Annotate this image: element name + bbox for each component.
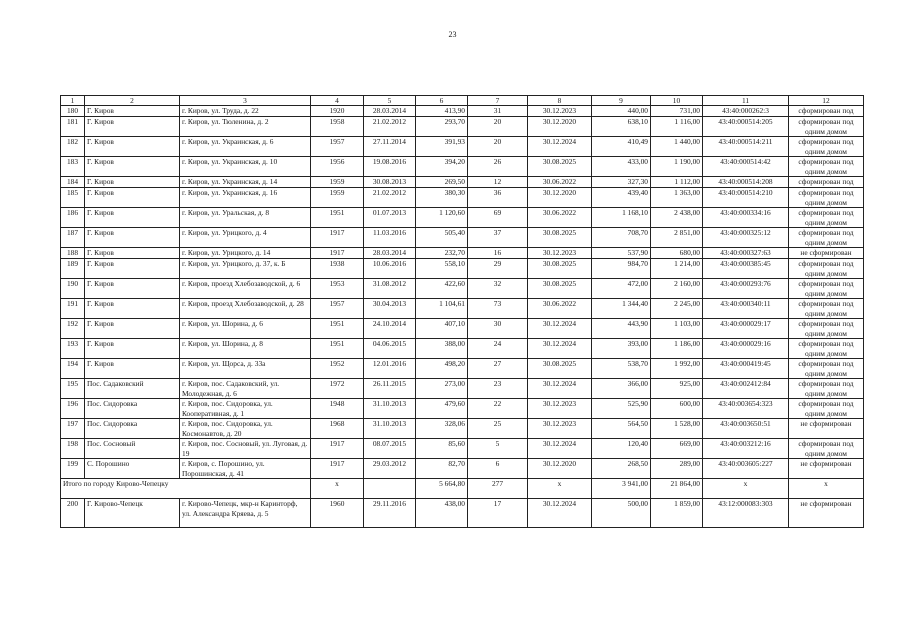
- row-number: 199: [61, 459, 85, 479]
- col10-value: 680,00: [651, 248, 703, 259]
- page-number: 23: [448, 30, 457, 39]
- col10-value: 600,00: [651, 399, 703, 419]
- living-area: 1 120,60: [416, 208, 468, 228]
- residents-count: 69: [468, 208, 528, 228]
- residents-count: 17: [468, 499, 528, 528]
- build-year: 1920: [311, 106, 364, 117]
- cadastral-number: 43:40:003605:227: [703, 459, 789, 479]
- col9-value: 472,00: [592, 279, 651, 299]
- row-number: 194: [61, 359, 85, 379]
- column-header: 10: [651, 96, 703, 106]
- cadastral-number: 43:40:000262:3: [703, 106, 789, 117]
- address: г. Киров, ул. Труда, д. 22: [180, 106, 311, 117]
- recognition-date: 24.10.2014: [364, 319, 416, 339]
- living-area: 232,70: [416, 248, 468, 259]
- build-year: 1917: [311, 248, 364, 259]
- recognition-date: 31.08.2012: [364, 279, 416, 299]
- table-row: [61, 177, 864, 188]
- residents-count: 20: [468, 137, 528, 157]
- settlement: Г. Киров: [85, 319, 180, 339]
- residents-count: 31: [468, 106, 528, 117]
- row-number: 198: [61, 439, 85, 459]
- col10-value: 1 859,00: [651, 499, 703, 528]
- living-area: 269,50: [416, 177, 468, 188]
- settlement: Г. Кирово-Чепецк: [85, 499, 180, 528]
- recognition-date: 28.03.2014: [364, 106, 416, 117]
- col10-value: 1 440,00: [651, 137, 703, 157]
- recognition-date: 04.06.2015: [364, 339, 416, 359]
- settlement: Г. Киров: [85, 188, 180, 208]
- living-area: 505,40: [416, 228, 468, 248]
- relocation-deadline: 30.12.2020: [528, 117, 592, 137]
- settlement: Г. Киров: [85, 137, 180, 157]
- relocation-deadline: 30.08.2025: [528, 259, 592, 279]
- living-area: 558,10: [416, 259, 468, 279]
- col10-value: 1 992,00: [651, 359, 703, 379]
- col9-value: 443,90: [592, 319, 651, 339]
- col9-value: 1 168,10: [592, 208, 651, 228]
- row-number: 185: [61, 188, 85, 208]
- row-number: 192: [61, 319, 85, 339]
- residents-count: 37: [468, 228, 528, 248]
- cadastral-number: 43:40:002412:84: [703, 379, 789, 399]
- address: г. Киров, пос. Сосновый, ул. Луговая, д. 19: [180, 439, 311, 459]
- land-status: не сформирован: [789, 248, 864, 259]
- address: г. Киров, ул. Урицкого, д. 14: [180, 248, 311, 259]
- relocation-deadline: 30.06.2022: [528, 299, 592, 319]
- relocation-deadline: 30.12.2020: [528, 188, 592, 208]
- build-year: 1972: [311, 379, 364, 399]
- recognition-date: 21.02.2012: [364, 188, 416, 208]
- cadastral-number: 43:40:000029:17: [703, 319, 789, 339]
- table-row: [61, 208, 864, 228]
- table-row: [61, 339, 864, 359]
- col10-value: 925,00: [651, 379, 703, 399]
- total-count: 277: [468, 479, 528, 499]
- recognition-date: 26.11.2015: [364, 379, 416, 399]
- living-area: 85,60: [416, 439, 468, 459]
- settlement: Пос. Сидоровка: [85, 399, 180, 419]
- cadastral-number: 43:40:003650:51: [703, 419, 789, 439]
- cadastral-number: 43:40:000514:210: [703, 188, 789, 208]
- col10-value: 1 528,00: [651, 419, 703, 439]
- address: г. Киров, ул. Украинская, д. 16: [180, 188, 311, 208]
- settlement: Г. Киров: [85, 177, 180, 188]
- living-area: 394,20: [416, 157, 468, 177]
- settlement: С. Порошино: [85, 459, 180, 479]
- col10-value: 2 851,00: [651, 228, 703, 248]
- land-status: сформирован под одним домом: [789, 137, 864, 157]
- land-status: сформирован под одним домом: [789, 359, 864, 379]
- row-number: 193: [61, 339, 85, 359]
- residents-count: 25: [468, 419, 528, 439]
- settlement: Г. Киров: [85, 228, 180, 248]
- column-header: 3: [180, 96, 311, 106]
- relocation-deadline: 30.12.2023: [528, 419, 592, 439]
- build-year: 1951: [311, 339, 364, 359]
- build-year: 1957: [311, 299, 364, 319]
- column-header: 7: [468, 96, 528, 106]
- land-status: сформирован под одним домом: [789, 188, 864, 208]
- living-area: 293,70: [416, 117, 468, 137]
- settlement: Г. Киров: [85, 299, 180, 319]
- living-area: 1 104,61: [416, 299, 468, 319]
- col9-value: 984,70: [592, 259, 651, 279]
- living-area: 498,20: [416, 359, 468, 379]
- table-row: [61, 359, 864, 379]
- col9-value: 708,70: [592, 228, 651, 248]
- table-row: [61, 157, 864, 177]
- address: г. Киров, проезд Хлебозаводской, д. 6: [180, 279, 311, 299]
- build-year: 1917: [311, 459, 364, 479]
- col10-value: 1 112,00: [651, 177, 703, 188]
- recognition-date: 29.03.2012: [364, 459, 416, 479]
- address: г. Киров, с. Порошино, ул. Порошинская, д. 41: [180, 459, 311, 479]
- column-header: 12: [789, 96, 864, 106]
- residents-count: 23: [468, 379, 528, 399]
- column-header: 5: [364, 96, 416, 106]
- row-number: 189: [61, 259, 85, 279]
- table-row: [61, 279, 864, 299]
- build-year: 1951: [311, 319, 364, 339]
- land-status: сформирован под одним домом: [789, 299, 864, 319]
- land-status: сформирован под одним домом: [789, 279, 864, 299]
- column-header: 9: [592, 96, 651, 106]
- living-area: 422,60: [416, 279, 468, 299]
- row-number: 186: [61, 208, 85, 228]
- residents-count: 73: [468, 299, 528, 319]
- living-area: 413,90: [416, 106, 468, 117]
- build-year: 1917: [311, 228, 364, 248]
- col9-value: 120,40: [592, 439, 651, 459]
- residents-count: 24: [468, 339, 528, 359]
- row-number: 197: [61, 419, 85, 439]
- col9-value: 537,90: [592, 248, 651, 259]
- cadastral-number: 43:40:000514:208: [703, 177, 789, 188]
- total-col9: 3 941,00: [592, 479, 651, 499]
- cadastral-number: 43:40:000514:205: [703, 117, 789, 137]
- total-col12: x: [789, 479, 864, 499]
- column-header: 11: [703, 96, 789, 106]
- land-status: сформирован под: [789, 106, 864, 117]
- col9-value: 1 344,40: [592, 299, 651, 319]
- recognition-date: 31.10.2013: [364, 419, 416, 439]
- row-number: 184: [61, 177, 85, 188]
- living-area: 438,00: [416, 499, 468, 528]
- cadastral-number: 43:40:000514:42: [703, 157, 789, 177]
- address: г. Киров, проезд Хлебозаводской, д. 28: [180, 299, 311, 319]
- address: г. Киров, ул. Украинская, д. 14: [180, 177, 311, 188]
- table-row: [61, 259, 864, 279]
- table-row: [61, 106, 864, 117]
- total-date: x: [528, 479, 592, 499]
- relocation-deadline: 30.12.2024: [528, 379, 592, 399]
- recognition-date: 30.04.2013: [364, 299, 416, 319]
- row-number: 196: [61, 399, 85, 419]
- table-row: [61, 117, 864, 137]
- address: г. Киров, ул. Урицкого, д. 4: [180, 228, 311, 248]
- living-area: 388,00: [416, 339, 468, 359]
- build-year: 1968: [311, 419, 364, 439]
- recognition-date: 11.03.2016: [364, 228, 416, 248]
- build-year: 1957: [311, 137, 364, 157]
- relocation-deadline: 30.12.2024: [528, 499, 592, 528]
- cadastral-number: 43:12:000083:303: [703, 499, 789, 528]
- col10-value: 1 103,00: [651, 319, 703, 339]
- residents-count: 6: [468, 459, 528, 479]
- address: г. Киров, пос. Сидоровка, ул. Кооперативная, д. 1: [180, 399, 311, 419]
- residents-count: 29: [468, 259, 528, 279]
- recognition-date: 08.07.2015: [364, 439, 416, 459]
- col9-value: 525,90: [592, 399, 651, 419]
- col9-value: 439,40: [592, 188, 651, 208]
- col10-value: 731,00: [651, 106, 703, 117]
- cadastral-number: 43:40:000293:76: [703, 279, 789, 299]
- column-number-row: [61, 96, 864, 106]
- recognition-date: 10.06.2016: [364, 259, 416, 279]
- residents-count: 30: [468, 319, 528, 339]
- row-number: 195: [61, 379, 85, 399]
- col10-value: 2 160,00: [651, 279, 703, 299]
- settlement: Пос. Садаковский: [85, 379, 180, 399]
- row-number: 200: [61, 499, 85, 528]
- build-year: 1959: [311, 177, 364, 188]
- recognition-date: 30.08.2013: [364, 177, 416, 188]
- table-row: [61, 439, 864, 459]
- table-row: [61, 248, 864, 259]
- settlement: Г. Киров: [85, 339, 180, 359]
- table-row: [61, 419, 864, 439]
- residents-count: 5: [468, 439, 528, 459]
- settlement: Г. Киров: [85, 279, 180, 299]
- settlement: Пос. Сосновый: [85, 439, 180, 459]
- relocation-deadline: 30.12.2023: [528, 106, 592, 117]
- residents-count: 16: [468, 248, 528, 259]
- build-year: 1953: [311, 279, 364, 299]
- column-header: 8: [528, 96, 592, 106]
- residents-count: 27: [468, 359, 528, 379]
- address: г. Киров, пос. Сидоровка, ул. Космонавтов, д. 20: [180, 419, 311, 439]
- land-status: сформирован под одним домом: [789, 319, 864, 339]
- residents-count: 36: [468, 188, 528, 208]
- land-status: сформирован под одним домом: [789, 399, 864, 419]
- cadastral-number: 43:40:003654:323: [703, 399, 789, 419]
- col10-value: 2 245,00: [651, 299, 703, 319]
- relocation-deadline: 30.12.2024: [528, 319, 592, 339]
- recognition-date: 28.03.2014: [364, 248, 416, 259]
- col9-value: 433,00: [592, 157, 651, 177]
- living-area: 82,70: [416, 459, 468, 479]
- col9-value: 410,49: [592, 137, 651, 157]
- cadastral-number: 43:40:000029:16: [703, 339, 789, 359]
- column-header: 6: [416, 96, 468, 106]
- col9-value: 440,00: [592, 106, 651, 117]
- column-header: 2: [85, 96, 180, 106]
- recognition-date: 29.11.2016: [364, 499, 416, 528]
- land-status: сформирован под: [789, 177, 864, 188]
- relocation-deadline: 30.12.2024: [528, 439, 592, 459]
- address: г. Киров, пос. Садаковский, ул. Молодежная, д. 6: [180, 379, 311, 399]
- residents-count: 32: [468, 279, 528, 299]
- land-status: не сформирован: [789, 499, 864, 528]
- table-row: [61, 499, 864, 528]
- table-row: [61, 399, 864, 419]
- col9-value: 538,70: [592, 359, 651, 379]
- address: г. Киров, ул. Щорса, д. 33а: [180, 359, 311, 379]
- land-status: сформирован под одним домом: [789, 117, 864, 137]
- build-year: 1960: [311, 499, 364, 528]
- build-year: 1959: [311, 188, 364, 208]
- table-row: [61, 299, 864, 319]
- total-row: [61, 479, 864, 499]
- relocation-deadline: 30.12.2023: [528, 399, 592, 419]
- row-number: 188: [61, 248, 85, 259]
- row-number: 182: [61, 137, 85, 157]
- row-number: 180: [61, 106, 85, 117]
- row-number: 183: [61, 157, 85, 177]
- address: г. Киров, ул. Украинская, д. 6: [180, 137, 311, 157]
- build-year: 1948: [311, 399, 364, 419]
- cadastral-number: 43:40:000514:211: [703, 137, 789, 157]
- recognition-date: 12.01.2016: [364, 359, 416, 379]
- col10-value: 1 116,00: [651, 117, 703, 137]
- land-status: не сформирован: [789, 419, 864, 439]
- relocation-deadline: 30.06.2022: [528, 208, 592, 228]
- relocation-deadline: 30.08.2025: [528, 279, 592, 299]
- living-area: 391,93: [416, 137, 468, 157]
- living-area: 479,60: [416, 399, 468, 419]
- recognition-date: 21.02.2012: [364, 117, 416, 137]
- column-header: 1: [61, 96, 85, 106]
- row-number: 191: [61, 299, 85, 319]
- recognition-date: 01.07.2013: [364, 208, 416, 228]
- table-row: [61, 137, 864, 157]
- living-area: 380,30: [416, 188, 468, 208]
- address: г. Киров, ул. Шорина, д. 8: [180, 339, 311, 359]
- cadastral-number: 43:40:000419:45: [703, 359, 789, 379]
- relocation-deadline: 30.12.2024: [528, 339, 592, 359]
- build-year: 1951: [311, 208, 364, 228]
- col9-value: 327,30: [592, 177, 651, 188]
- col10-value: 2 438,00: [651, 208, 703, 228]
- recognition-date: 19.08.2016: [364, 157, 416, 177]
- address: г. Киров, ул. Украинская, д. 10: [180, 157, 311, 177]
- relocation-deadline: 30.12.2020: [528, 459, 592, 479]
- total-area: 5 664,80: [416, 479, 468, 499]
- col9-value: 638,10: [592, 117, 651, 137]
- settlement: Пос. Сидоровка: [85, 419, 180, 439]
- land-status: сформирован под одним домом: [789, 208, 864, 228]
- land-status: сформирован под одним домом: [789, 379, 864, 399]
- living-area: 328,06: [416, 419, 468, 439]
- residents-count: 26: [468, 157, 528, 177]
- relocation-deadline: 30.08.2025: [528, 228, 592, 248]
- table-row: [61, 188, 864, 208]
- residents-count: 22: [468, 399, 528, 419]
- relocation-deadline: 30.06.2022: [528, 177, 592, 188]
- land-status: сформирован под одним домом: [789, 259, 864, 279]
- col9-value: 393,00: [592, 339, 651, 359]
- settlement: Г. Киров: [85, 259, 180, 279]
- col9-value: 564,50: [592, 419, 651, 439]
- col9-value: 366,00: [592, 379, 651, 399]
- residents-count: 20: [468, 117, 528, 137]
- living-area: 273,00: [416, 379, 468, 399]
- relocation-deadline: 30.08.2025: [528, 359, 592, 379]
- settlement: Г. Киров: [85, 208, 180, 228]
- address: г. Киров, ул. Урицкого, д. 37, к. Б: [180, 259, 311, 279]
- table-row: [61, 379, 864, 399]
- cadastral-number: 43:40:003212:16: [703, 439, 789, 459]
- recognition-date: 27.11.2014: [364, 137, 416, 157]
- relocation-deadline: 30.08.2025: [528, 157, 592, 177]
- land-status: сформирован под одним домом: [789, 228, 864, 248]
- living-area: 407,10: [416, 319, 468, 339]
- column-header: 4: [311, 96, 364, 106]
- land-status: сформирован под одним домом: [789, 439, 864, 459]
- relocation-deadline: 30.12.2023: [528, 248, 592, 259]
- relocation-deadline: 30.12.2024: [528, 137, 592, 157]
- col10-value: 669,00: [651, 439, 703, 459]
- table-row: [61, 319, 864, 339]
- land-status: сформирован под одним домом: [789, 339, 864, 359]
- total-col10: 21 864,00: [651, 479, 703, 499]
- col9-value: 268,50: [592, 459, 651, 479]
- build-year: 1938: [311, 259, 364, 279]
- col10-value: 289,00: [651, 459, 703, 479]
- col10-value: 1 190,00: [651, 157, 703, 177]
- settlement: Г. Киров: [85, 117, 180, 137]
- cadastral-number: 43:40:000327:63: [703, 248, 789, 259]
- col10-value: 1 363,00: [651, 188, 703, 208]
- settlement: Г. Киров: [85, 106, 180, 117]
- col10-value: 1 186,00: [651, 339, 703, 359]
- table-row: [61, 228, 864, 248]
- settlement: Г. Киров: [85, 359, 180, 379]
- table-row: [61, 459, 864, 479]
- row-number: 190: [61, 279, 85, 299]
- address: г. Киров, ул. Шорина, д. 6: [180, 319, 311, 339]
- build-year: 1956: [311, 157, 364, 177]
- settlement: Г. Киров: [85, 248, 180, 259]
- cadastral-number: 43:40:000385:45: [703, 259, 789, 279]
- build-year: 1952: [311, 359, 364, 379]
- address: г. Кирово-Чепецк, мкр-н Каринторф, ул. Александра Кряева, д. 5: [180, 499, 311, 528]
- total-col11: x: [703, 479, 789, 499]
- row-number: 181: [61, 117, 85, 137]
- cadastral-number: 43:40:000340:11: [703, 299, 789, 319]
- land-status: не сформирован: [789, 459, 864, 479]
- col9-value: 500,00: [592, 499, 651, 528]
- address: г. Киров, ул. Уральская, д. 8: [180, 208, 311, 228]
- recognition-date: 31.10.2013: [364, 399, 416, 419]
- total-year: x: [311, 479, 364, 499]
- residents-count: 12: [468, 177, 528, 188]
- col10-value: 1 214,00: [651, 259, 703, 279]
- cadastral-number: 43:40:000325:12: [703, 228, 789, 248]
- total-label: Итого по городу Кирово-Чепецку: [61, 479, 311, 499]
- build-year: 1917: [311, 439, 364, 459]
- build-year: 1958: [311, 117, 364, 137]
- row-number: 187: [61, 228, 85, 248]
- address: г. Киров, ул. Тюленина, д. 2: [180, 117, 311, 137]
- settlement: Г. Киров: [85, 157, 180, 177]
- land-status: сформирован под одним домом: [789, 157, 864, 177]
- housing-registry-table: [60, 95, 864, 528]
- cadastral-number: 43:40:000334:16: [703, 208, 789, 228]
